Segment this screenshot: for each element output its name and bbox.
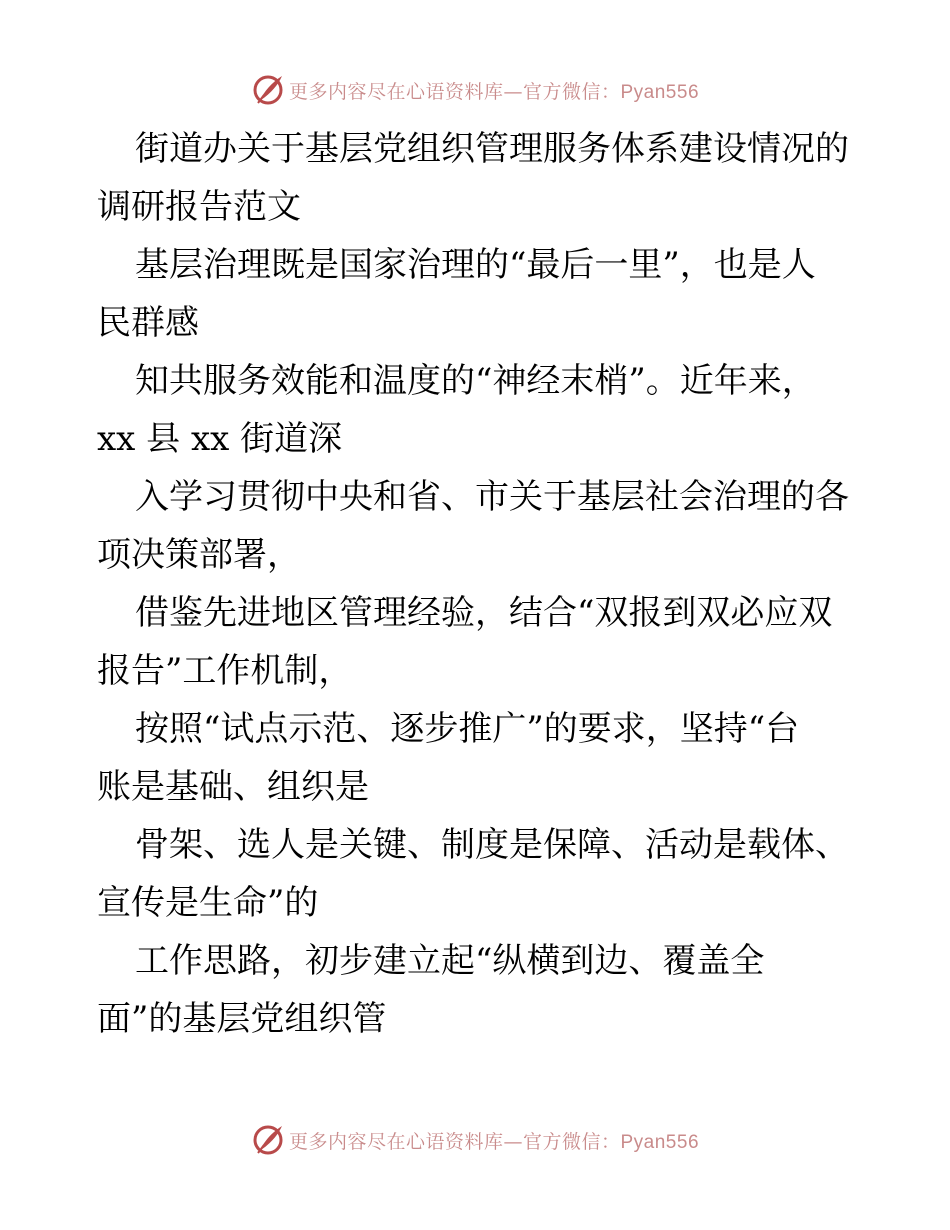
paragraph-line: 工作思路，初步建立起“纵横到边、覆盖全 — [135, 941, 765, 981]
watermark-wechat-id: Pyan556 — [620, 81, 700, 103]
watermark-brand: 更多内容尽在心语资料库 — [288, 1130, 504, 1153]
paragraph-line: 骨架、选人是关键、制度是保障、活动是载体、 — [135, 825, 849, 865]
document-body — [97, 120, 857, 1048]
paragraph — [97, 584, 857, 700]
watermark-text — [289, 77, 699, 104]
paragraph-line: 项决策部署， — [97, 535, 301, 575]
watermark-wechat-id: Pyan556 — [620, 1131, 700, 1153]
paragraph — [97, 816, 857, 932]
paragraph-line: 借鉴先进地区管理经验，结合“双报到双必应双 — [135, 593, 833, 633]
paragraph-line: 知共服务效能和温度的“神经末梢”。近年来， — [135, 361, 816, 401]
paragraph-line: xx 县 xx 街道深 — [97, 419, 343, 459]
paragraph — [97, 932, 857, 1048]
paragraph-line: 街道办关于基层党组织管理服务体系建设情况的 — [135, 129, 849, 169]
watermark-dash: — — [503, 80, 523, 103]
paragraph-line: 宣传是生命”的 — [97, 883, 319, 923]
watermark-wechat-label: 官方微信： — [522, 80, 621, 103]
feather-pen-logo-icon — [251, 73, 285, 107]
paragraph-line: 民群感 — [97, 303, 199, 343]
watermark-dash: — — [503, 1130, 523, 1153]
footer-watermark — [0, 1120, 950, 1160]
watermark-brand: 更多内容尽在心语资料库 — [288, 80, 504, 103]
paragraph — [97, 700, 857, 816]
paragraph-line: 按照“试点示范、逐步推广”的要求，坚持“台 — [135, 709, 800, 749]
paragraph-line: 入学习贯彻中央和省、市关于基层社会治理的各 — [135, 477, 849, 517]
paragraph-title — [97, 120, 857, 236]
paragraph-line: 账是基础、组织是 — [97, 767, 369, 807]
watermark-wechat-label: 官方微信： — [522, 1130, 621, 1153]
paragraph-line: 面”的基层党组织管 — [97, 999, 387, 1039]
header-watermark — [0, 70, 950, 110]
feather-pen-logo-icon — [251, 1123, 285, 1157]
paragraph-line: 调研报告范文 — [97, 187, 301, 227]
paragraph — [97, 236, 857, 352]
paragraph-line: 报告”工作机制， — [97, 651, 353, 691]
paragraph — [97, 468, 857, 584]
paragraph-line: 基层治理既是国家治理的“最后一里”，也是人 — [135, 245, 816, 285]
paragraph — [97, 352, 857, 468]
watermark-text — [289, 1127, 699, 1154]
